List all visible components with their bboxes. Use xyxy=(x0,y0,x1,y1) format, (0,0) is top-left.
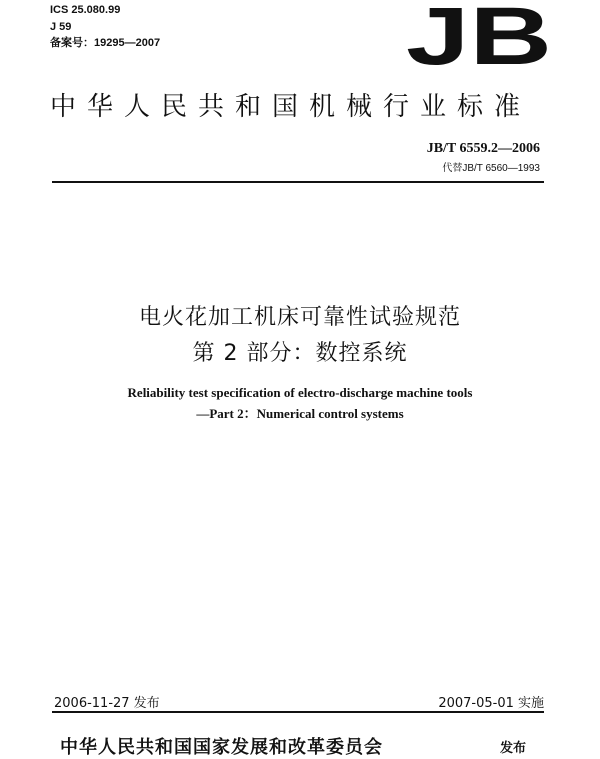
replaces-note: 代替JB/T 6560—1993 xyxy=(442,163,540,174)
ics-code: ICS 25.080.99 xyxy=(50,4,121,16)
jb-logo-text: JB xyxy=(406,2,552,68)
ccs-code: J 59 xyxy=(50,21,72,33)
top-divider xyxy=(52,181,544,183)
title-en-line2: —Part 2：Numerical control systems xyxy=(196,406,404,421)
issue-date: 2006-11-27 发布 xyxy=(54,696,160,711)
title-zh-line2: 第 2 部分：数控系统 xyxy=(192,341,408,366)
title-en-line1: Reliability test specification of electro-discharge machine tools xyxy=(127,385,473,400)
standard-number: JB/T 6559.2—2006 xyxy=(426,141,540,156)
title-zh-line1: 电火花加工机床可靠性试验规范 xyxy=(138,305,461,330)
jb-logo xyxy=(404,2,554,68)
publisher: 中华人民共和国国家发展和改革委员会 xyxy=(60,737,383,758)
organization-title: 中华人民共和国机械行业标准 xyxy=(50,92,532,122)
filing-number: 备案号：19295—2007 xyxy=(50,37,161,49)
publisher-action: 发布 xyxy=(500,741,527,756)
implementation-date: 2007-05-01 实施 xyxy=(438,696,544,711)
bottom-divider xyxy=(52,711,544,713)
